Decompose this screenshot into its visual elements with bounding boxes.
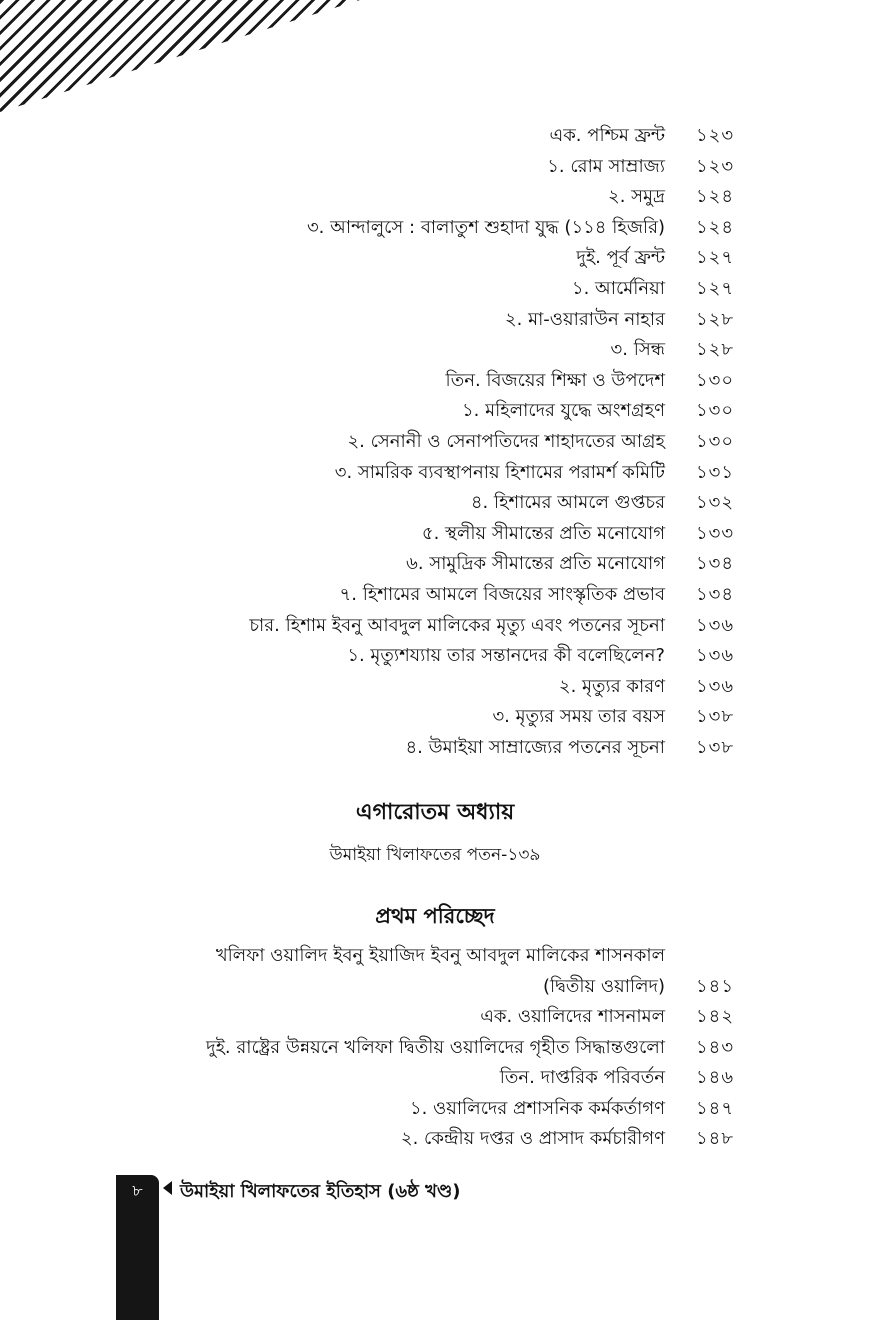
toc-entry-page: ১৪১: [696, 975, 735, 997]
toc-entry-title: ২. সেনানী ও সেনাপতিদের শাহাদতের আগ্রহ: [347, 430, 665, 452]
toc-row: [0, 672, 870, 703]
toc-entry-title: ৭. হিশামের আমলে বিজয়ের সাংস্কৃতিক প্রভাব: [339, 583, 665, 605]
toc-entry-title: ২. মা-ওয়ারাউন নাহার: [504, 308, 665, 330]
toc-entry-page: ১৩০: [696, 400, 735, 422]
section-title: প্রথম পরিচ্ছেদ: [375, 904, 495, 928]
toc-entry-title: দুই. রাষ্ট্রের উন্নয়নে খলিফা দ্বিতীয় ওয়ালিদের গৃহীত সিদ্ধান্তগুলো: [206, 1036, 665, 1058]
toc-entry-title: এক. পশ্চিম ফ্রন্ট: [549, 125, 665, 146]
toc-entry-page: ১৩২: [696, 492, 735, 514]
toc-row: [0, 611, 870, 642]
toc-row: [0, 1063, 870, 1094]
toc-row: [0, 274, 870, 305]
toc-entry-page: ১৩৮: [696, 706, 735, 728]
toc-row: [0, 1033, 870, 1064]
toc-row: [0, 519, 870, 550]
toc-row: [0, 458, 870, 489]
toc-row: [0, 427, 870, 458]
toc-row: [0, 152, 870, 183]
toc-row: [0, 702, 870, 733]
toc-row: [0, 396, 870, 427]
toc-entry-title: ১. রোম সাম্রাজ্য: [547, 155, 665, 177]
toc-row: [0, 1002, 870, 1033]
toc-entry-page: ১৪৭: [696, 1097, 735, 1119]
toc-entry-title: এক. ওয়ালিদের শাসনামল: [480, 1006, 665, 1027]
toc-entry-page: ১২৮: [696, 339, 735, 361]
toc-row: [0, 335, 870, 366]
toc-entry-title: ১. মহিলাদের যুদ্ধে অংশগ্রহণ: [461, 400, 665, 422]
toc-entry-page: ১৪২: [696, 1006, 735, 1027]
toc-entry-title: ৫. স্থলীয় সীমান্তের প্রতি মনোযোগ: [421, 522, 665, 544]
toc-entry-page: ১২৭: [696, 247, 735, 269]
toc-entry-title: ৪. উমাইয়া সাম্রাজ্যের পতনের সূচনা: [405, 736, 665, 758]
toc-row: [0, 366, 870, 397]
table-of-contents: [0, 121, 870, 763]
decorative-stripes: [0, 0, 360, 112]
toc-entry-page: ১৩১: [696, 461, 735, 483]
toc-entry-title: ৬. সামুদ্রিক সীমান্তের প্রতি মনোযোগ: [406, 553, 665, 575]
toc-entry-page: ১৪৩: [696, 1036, 735, 1058]
toc-entry-title: ১. মৃত্যুশয্যায় তার সন্তানদের কী বলেছিলেন?: [347, 645, 665, 667]
toc-row: [0, 121, 870, 152]
toc-row: [0, 641, 870, 672]
toc-entry-page: ১২৮: [696, 308, 735, 330]
toc-entry-page: ১৩৬: [696, 675, 735, 697]
toc-entry-page: ১৩৬: [696, 645, 735, 667]
toc-row: [0, 305, 870, 336]
toc-row: [0, 580, 870, 611]
chapter-subtitle: উমাইয়া খিলাফতের পতন-১৩৯: [329, 845, 541, 865]
triangle-left-icon: [163, 1181, 172, 1195]
page-number: ৮: [132, 1181, 143, 1200]
toc-row: [0, 941, 870, 972]
toc-row: [0, 972, 870, 1003]
toc-entry-page: ১২৩: [696, 125, 735, 146]
toc-row: [0, 213, 870, 244]
toc-entry-page: ১২৪: [696, 186, 735, 208]
toc-entry-title: খলিফা ওয়ালিদ ইবনু ইয়াজিদ ইবনু আবদুল মালিকের শাসনকাল: [215, 945, 665, 966]
toc-entry-title: ১. আর্মেনিয়া: [571, 277, 665, 299]
toc-row: [0, 549, 870, 580]
toc-row: [0, 182, 870, 213]
chapter-title: এগারোতম অধ্যায়: [355, 800, 515, 825]
toc-entry-page: ১২৩: [696, 155, 735, 177]
toc-entry-page: ১৪৮: [696, 1128, 735, 1149]
toc-row: [0, 733, 870, 764]
toc-row: [0, 1124, 870, 1155]
toc-entry-page: ১৩৪: [696, 583, 735, 605]
toc-entry-page: ১৪৬: [696, 1067, 735, 1088]
toc-entry-title: ৩. সামরিক ব্যবস্থাপনায় হিশামের পরামর্শ কমিটি: [334, 461, 665, 483]
toc-entry-title: চার. হিশাম ইবনু আবদুল মালিকের মৃত্যু এবং পতনের সূচনা: [249, 614, 665, 636]
toc-row: [0, 488, 870, 519]
toc-row: [0, 243, 870, 274]
toc-entry-title: ১. ওয়ালিদের প্রশাসনিক কর্মকর্তাগণ: [409, 1097, 665, 1119]
toc-row: [0, 1094, 870, 1125]
toc-entry-title: তিন. বিজয়ের শিক্ষা ও উপদেশ: [445, 369, 665, 391]
toc-entry-title: (দ্বিতীয় ওয়ালিদ): [543, 975, 665, 997]
toc-entry-title: তিন. দাপ্তরিক পরিবর্তন: [499, 1067, 665, 1088]
toc-entry-page: ১৩৩: [696, 522, 735, 544]
toc-entry-page: ১২৭: [696, 277, 735, 299]
toc-entry-title: ৩. আন্দালুসে : বালাতুশ শুহাদা যুদ্ধ (১১৪ হিজরি): [306, 216, 665, 238]
toc-entry-title: ২. সমুদ্র: [608, 186, 665, 208]
section-contents: [0, 941, 870, 1155]
toc-entry-title: ২. কেন্দ্রীয় দপ্তর ও প্রাসাদ কর্মচারীগণ: [400, 1128, 665, 1149]
toc-entry-title: ৩. মৃত্যুর সময় তার বয়স: [492, 706, 665, 728]
toc-entry-page: ১৩০: [696, 369, 735, 391]
toc-entry-title: ৩. সিন্ধ: [610, 339, 665, 361]
running-footer-title: উমাইয়া খিলাফতের ইতিহাস (৬ষ্ঠ খণ্ড): [180, 1181, 461, 1202]
toc-entry-page: ১২৪: [696, 216, 735, 238]
toc-entry-page: ১৩৮: [696, 736, 735, 758]
toc-entry-title: ৪. হিশামের আমলে গুপ্তচর: [470, 492, 665, 514]
toc-entry-page: ১৩৬: [696, 614, 735, 636]
toc-entry-page: ১৩৪: [696, 553, 735, 575]
toc-entry-page: ১৩০: [696, 430, 735, 452]
toc-entry-title: ২. মৃত্যুর কারণ: [558, 675, 665, 697]
toc-entry-title: দুই. পূর্ব ফ্রন্ট: [576, 247, 665, 269]
